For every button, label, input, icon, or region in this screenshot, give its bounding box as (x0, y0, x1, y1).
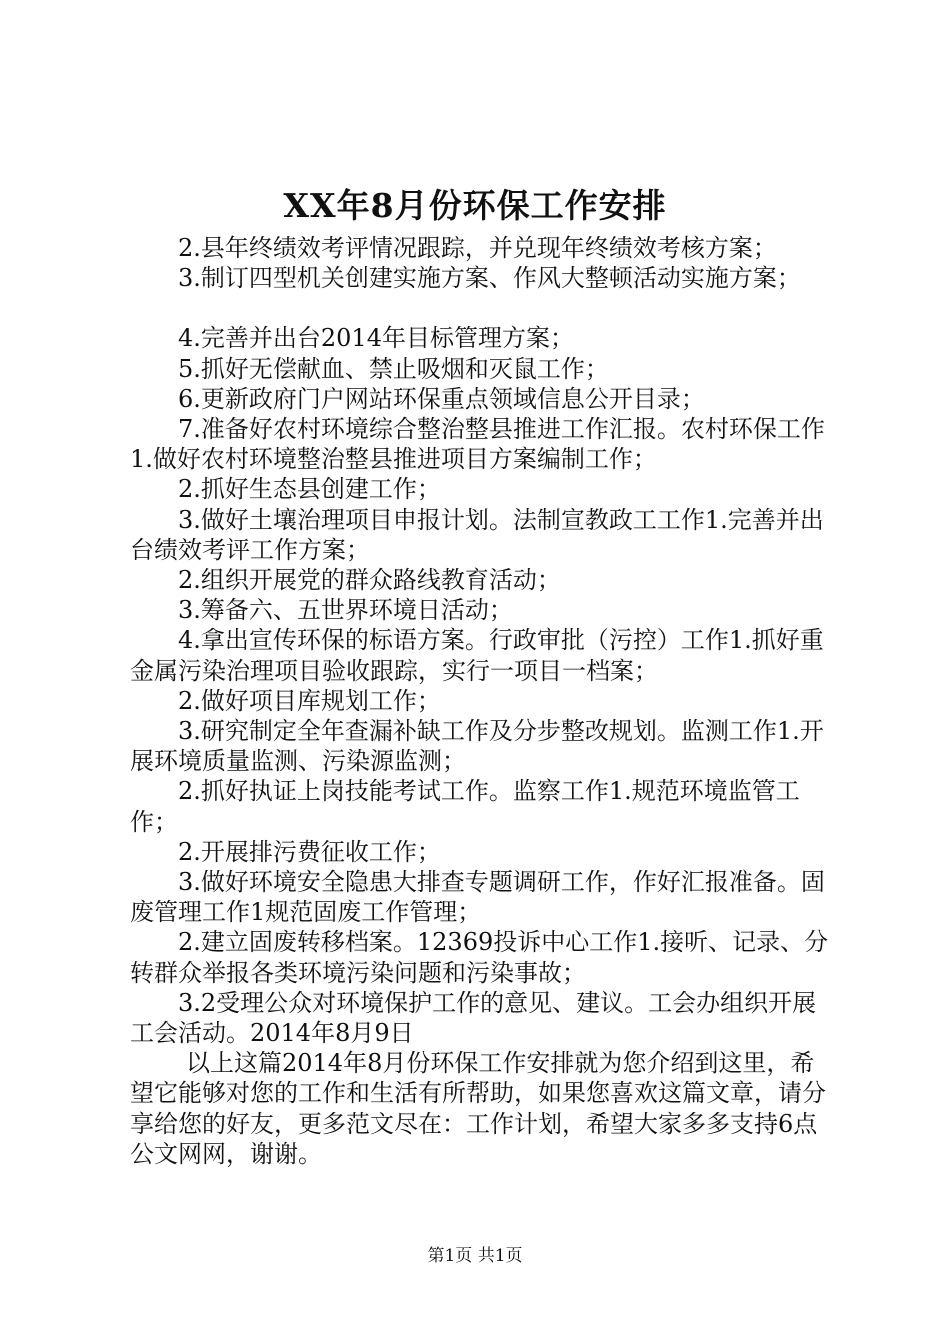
paragraph: 7.准备好农村环境综合整治整县推进工作汇报。农村环保工作1.做好农村环境整治整县推进项目方案编制工作； (130, 415, 825, 474)
paragraph: 2.开展排污费征收工作； (178, 837, 441, 866)
document-body (130, 233, 836, 1169)
paragraph: 3.2受理公众对环境保护工作的意见、建议。工会办组织开展工会活动。2014年8月9日 (130, 988, 817, 1048)
paragraph: 2.县年终绩效考评情况跟踪，并兑现年终绩效考核方案； (178, 234, 777, 262)
document-title: XX年8月份环保工作安排 (283, 186, 667, 225)
paragraph: 3.筹备六、五世界环境日活动； (178, 596, 513, 625)
paragraph: 4.拿出宣传环保的标语方案。行政审批（污控）工作1.抓好重金属污染治理项目验收跟踪，实行一项目一档案； (130, 626, 824, 685)
paragraph: 2.抓好执证上岗技能考试工作。监察工作1.规范环境监管工作； (130, 777, 800, 836)
paragraph: 4.完善并出台2014年目标管理方案； (178, 324, 574, 353)
closing-paragraph: 以上这篇2014年8月份环保工作安排就为您介绍到这里，希望它能够对您的工作和生活有所帮助，如果您喜欢这篇文章，请分享给您的好友，更多范文尽在：工作计划，希望大家多多支持6点公文网网，谢谢。 (130, 1049, 826, 1168)
paragraph: 6.更新政府门户网站环保重点领域信息公开目录； (178, 384, 705, 413)
paragraph: 5.抓好无偿献血、禁止吸烟和灭鼠工作； (178, 354, 609, 383)
paragraph: 3.做好环境安全隐患大排查专题调研工作，作好汇报准备。固废管理工作1规范固废工作管理； (130, 868, 825, 927)
page-footer: 第1页 共1页 (427, 1246, 523, 1266)
paragraph: 2.做好项目库规划工作； (178, 686, 441, 715)
paragraph: 3.研究制定全年查漏补缺工作及分步整改规划。监测工作1.开展环境质量监测、污染源监测； (130, 717, 824, 776)
paragraph: 3.制订四型机关创建实施方案、作风大整顿活动实施方案； (178, 264, 801, 293)
paragraph: 2.组织开展党的群众路线教育活动； (178, 566, 561, 595)
paragraph: 2.抓好生态县创建工作； (178, 475, 441, 504)
paragraph: 2.建立固废转移档案。12369投诉中心工作1.接听、记录、分转群众举报各类环境污染问题和污染事故； (130, 928, 829, 987)
paragraph: 3.做好土壤治理项目申报计划。法制宣教政工工作1.完善并出台绩效考评工作方案； (130, 505, 824, 564)
